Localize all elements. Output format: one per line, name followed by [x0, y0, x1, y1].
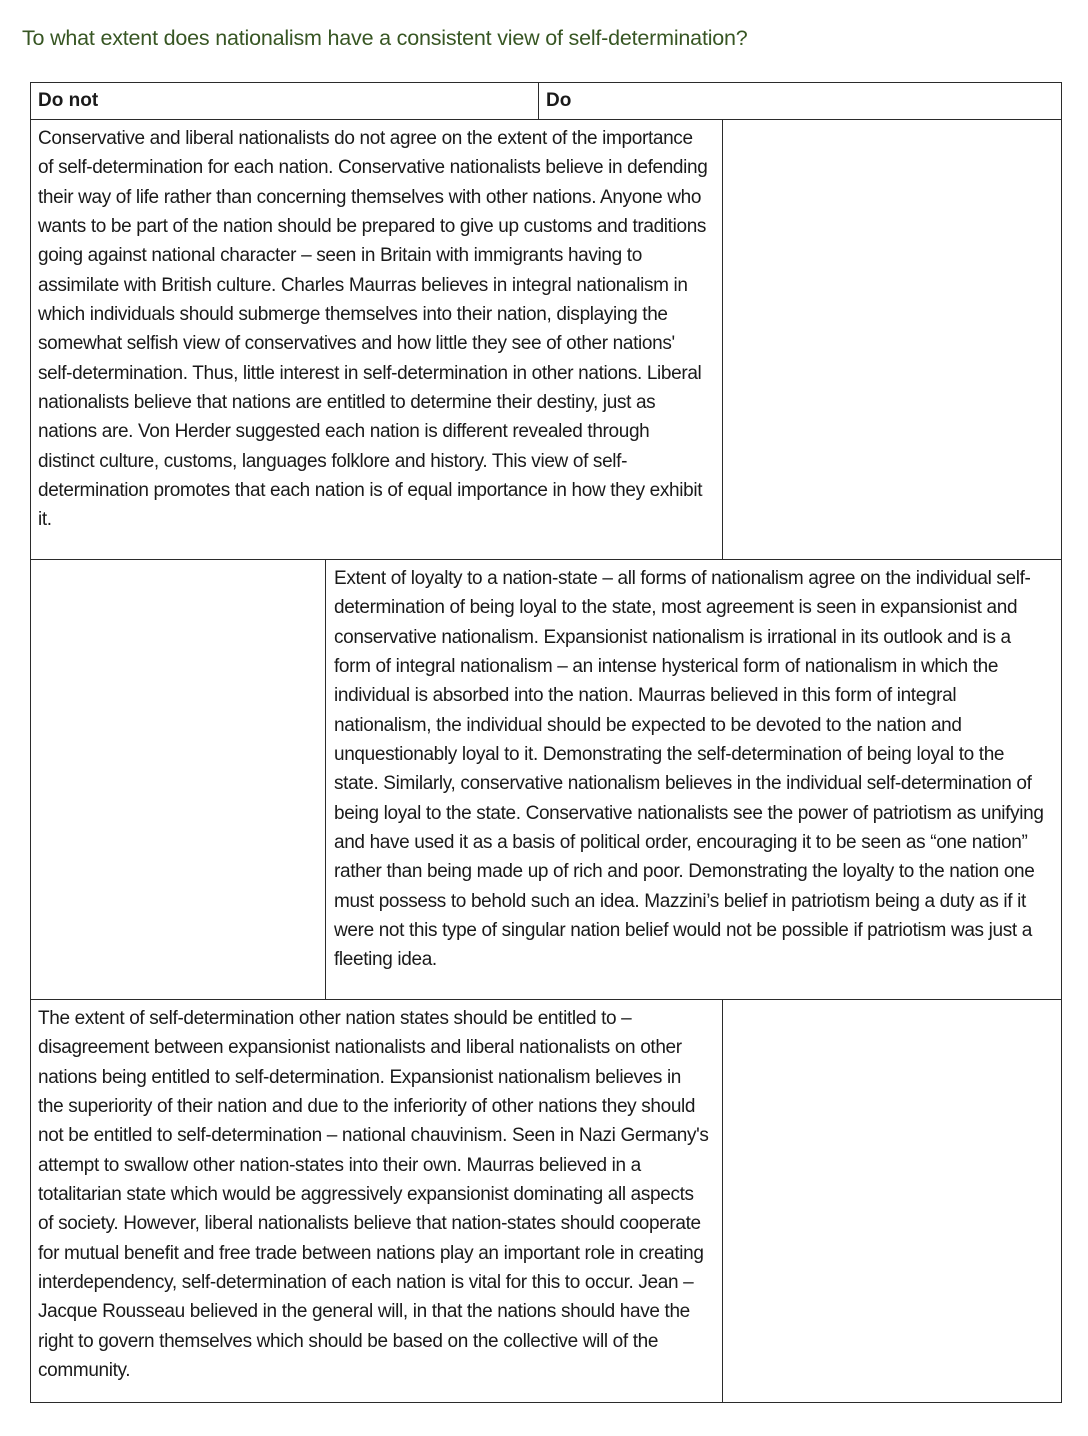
- do-not-empty-cell-1: [31, 560, 325, 999]
- do-dont-table: [30, 82, 1062, 1403]
- page-title: To what extent does nationalism have a consistent view of self-determination?: [22, 26, 748, 50]
- table-header-row: [31, 83, 1061, 119]
- do-empty-cell-2: [722, 1000, 1061, 1402]
- do-not-text-block-1: Conservative and liberal nationalists do not agree on the extent of the importance of self-determination for each nation. Conservative nationalists believe in defending their way of life rather than concerning themselves with other nations. Anyone who wants to be part of the nation should be prepared to give up customs and traditions going against national character – seen in Britain with immigrants having to assimilate with British culture. Charles Maurras believes in integral nationalism in which individuals should submerge themselves into their nation, displaying the somewhat selfish view of conservatives and how little they see of other nations' self-determination. Thus, little interest in self-determination in other nations. Liberal nationalists believe that nations are entitled to determine their destiny, just as nations are. Von Herder suggested each nation is different revealed through distinct culture, customs, languages folklore and history. This view of self-determination promotes that each nation is of equal importance in how they exhibit it.: [31, 120, 722, 559]
- table-row-do-not-2: [31, 999, 1061, 1402]
- do-empty-cell-1: [722, 120, 1061, 559]
- do-not-text-block-2: The extent of self-determination other nation states should be entitled to – disagreement between expansionist nationalists and liberal nationalists on other nations being entitled to self-determination. Expansionist nationalism believes in the superiority of their nation and due to the inferiority of other nations they should not be entitled to self-determination – national chauvinism. Seen in Nazi Germany's attempt to swallow other nation-states into their own. Maurras believed in a totalitarian state which would be aggressively expansionist dominating all aspects of society. However, liberal nationalists believe that nation-states should cooperate for mutual benefit and free trade between nations play an important role in creating interdependency, self-determination of each nation is vital for this to occur. Jean – Jacque Rousseau believed in the general will, in that the nations should have the right to govern themselves which should be based on the collective will of the community.: [31, 1000, 722, 1402]
- table-row-do-not-1: [31, 119, 1061, 559]
- table-row-do-1: [31, 559, 1061, 999]
- header-cell-do-not: Do not: [31, 83, 538, 119]
- header-cell-do: Do: [538, 83, 1061, 119]
- do-text-block-1: Extent of loyalty to a nation-state – all forms of nationalism agree on the individual self-determination of being loyal to the state, most agreement is seen in expansionist and conservative nationalism. Expansionist nationalism is irrational in its outlook and is a form of integral nationalism – an intense hysterical form of nationalism in which the individual is absorbed into the nation. Maurras believed in this form of integral nationalism, the individual should be expected to be devoted to the nation and unquestionably loyal to it. Demonstrating the self-determination of being loyal to the state. Similarly, conservative nationalism believes in the individual self-determination of being loyal to the state. Conservative nationalists see the power of patriotism as unifying and have used it as a basis of political order, encouraging it to be seen as “one nation” rather than being made up of rich and poor. Demonstrating the loyalty to the nation one must possess to behold such an idea. Mazzini’s belief in patriotism being a duty as if it were not this type of singular nation belief would not be possible if patriotism was just a fleeting idea.: [325, 560, 1061, 999]
